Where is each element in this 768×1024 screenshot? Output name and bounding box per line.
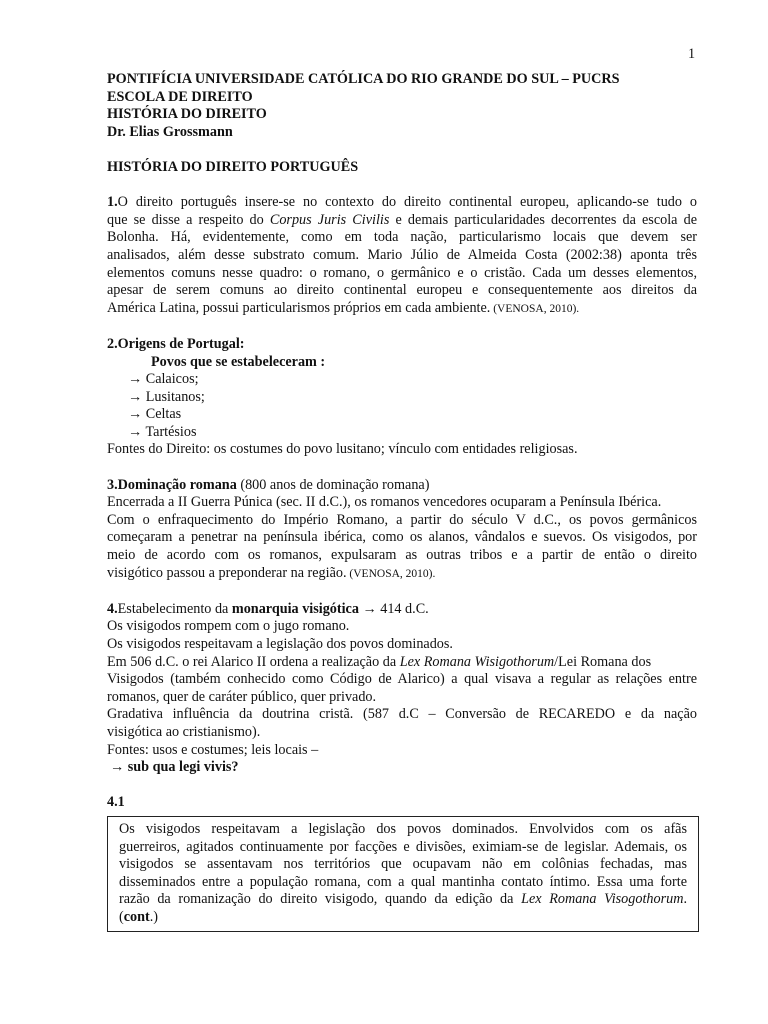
corpus-juris-civilis: Corpus Juris Civilis <box>269 211 390 228</box>
section-1 <box>107 194 697 318</box>
text-line: Em 506 d.C. o rei Alarico II ordena a realização da <box>107 653 400 670</box>
header-block <box>107 71 697 141</box>
text-line: Os visigodos rompem com o jugo romano. <box>107 618 350 635</box>
text-line: /Lei Romana dos <box>554 653 652 670</box>
section-4-title: Estabelecimento da <box>117 600 232 617</box>
text-line: visigodos se assentavam nos territórios que ocupavam não em colônias fechadas, mas <box>119 856 687 873</box>
section-4-date: → 414 d.C. <box>358 600 429 617</box>
latin-question: → sub qua legi vivis? <box>110 759 239 776</box>
citation: (VENOSA, 2010). <box>490 302 580 315</box>
text-line: . <box>683 891 688 908</box>
text-line: Encerrada a II Guerra Púnica (sec. II d.C.), os romanos vencedores ocuparam a Península Ibérica. <box>107 494 662 511</box>
text-line: América Latina, possui particularismos próprios em cada ambiente. <box>107 299 491 316</box>
quote-box <box>107 816 699 932</box>
text-line: e demais particularidades decorrentes da escola de <box>389 211 697 228</box>
list-item: → Celtas <box>128 406 182 423</box>
section-1-number: 1. <box>107 194 118 211</box>
text-line: analisados, além desse substrato comum. Mario Júlio de Almeida Costa (2002:38) aponta três <box>107 246 697 263</box>
text-line: guerreiros, agitados continuamente por facções e divisões, eximiam-se de legislar. Ademais, os <box>119 838 687 855</box>
section-3 <box>107 477 697 584</box>
section-4 <box>107 601 697 777</box>
section-2-title: 2.Origens de Portugal: <box>107 335 245 352</box>
text-line: meio de acordo com os romanos, expulsaram as outras tribos e a partir de então o direito <box>107 547 697 564</box>
list-item: → Calaicos; <box>128 371 199 388</box>
school-name: ESCOLA DE DIREITO <box>107 88 253 105</box>
text-line: visigótico passou a preponderar na região. <box>107 564 347 581</box>
page-title: HISTÓRIA DO DIREITO PORTUGUÊS <box>107 158 359 175</box>
text-line: romanos, quer de caráter público, quer privado. <box>107 688 377 705</box>
section-3-title: 3.Dominação romana <box>107 476 237 493</box>
text-line: ( <box>119 908 124 925</box>
text-line: visigótica ao cristianismo). <box>107 723 261 740</box>
text-line: Visigodos (também conhecido como Código de Alarico) a qual visava a regular as relações entre <box>107 671 697 688</box>
citation: (VENOSA, 2010). <box>346 567 436 580</box>
text-line: elementos comuns nesse quadro: o romano, o germânico e o cristão. Cada um desses elementos, <box>107 264 697 281</box>
section-4-number: 4. <box>107 600 118 617</box>
section-3-note: (800 anos de dominação romana) <box>236 476 430 493</box>
text-line: Os visigodos respeitavam a legislação dos povos dominados. <box>107 636 453 652</box>
professor-name: Dr. Elias Grossmann <box>107 123 233 140</box>
text-line: razão da romanização do direito visigodo, quando da edição da <box>119 891 522 908</box>
document-body <box>107 71 697 932</box>
university-name: PONTIFÍCIA UNIVERSIDADE CATÓLICA DO RIO GRANDE DO SUL – PUCRS <box>107 71 620 87</box>
section-2-subtitle: Povos que se estabeleceram : <box>151 353 326 370</box>
lex-romana-visogothorum: Lex Romana Visogothorum <box>521 891 684 908</box>
section-4-1 <box>107 794 697 931</box>
text-line: Gradativa influência da doutrina cristã. (587 d.C – Conversão de RECAREDO e da nação <box>107 706 697 723</box>
course-name: HISTÓRIA DO DIREITO <box>107 106 267 123</box>
text-line: Fontes do Direito: os costumes do povo lusitano; vínculo com entidades religiosas. <box>107 441 578 458</box>
text-line: O direito português insere-se no contexto do direito continental europeu, aplicando-se tudo o <box>117 194 697 211</box>
page-number: 1 <box>688 46 696 62</box>
text-line: Os visigodos respeitavam a legislação dos povos dominados. Envolvidos com os afãs <box>119 820 687 837</box>
section-2 <box>107 336 697 459</box>
text-line: Fontes: usos e costumes; leis locais – <box>107 741 319 758</box>
text-line: disseminados entre a população romana, com a qual mantinha contato íntimo. Essa uma forte <box>119 873 687 890</box>
text-line: apesar de serem comuns ao direito continental europeu e consequentemente aos direitos da <box>107 282 697 299</box>
section-4-1-title: 4.1 <box>107 794 125 811</box>
text-line: Com o enfraquecimento do Império Romano, a partir do século V d.C., os povos germânicos <box>107 511 697 528</box>
text-line: Bolonha. Há, evidentemente, como em toda nação, particularismo locais que devem ser <box>107 229 697 246</box>
section-4-keyword: monarquia visigótica <box>231 600 359 617</box>
text-line: .) <box>149 908 159 925</box>
text-line: que se disse a respeito do <box>107 211 270 228</box>
list-item: → Lusitanos; <box>128 388 205 405</box>
list-item: → Tartésios <box>128 423 197 440</box>
cont-label: cont <box>123 908 150 925</box>
text-line: começaram a penetrar na península ibérica, como os alanos, vândalos e suevos. Os visigodos, por <box>107 529 697 546</box>
lex-romana-wisigothorum: Lex Romana Wisigothorum <box>399 653 555 670</box>
